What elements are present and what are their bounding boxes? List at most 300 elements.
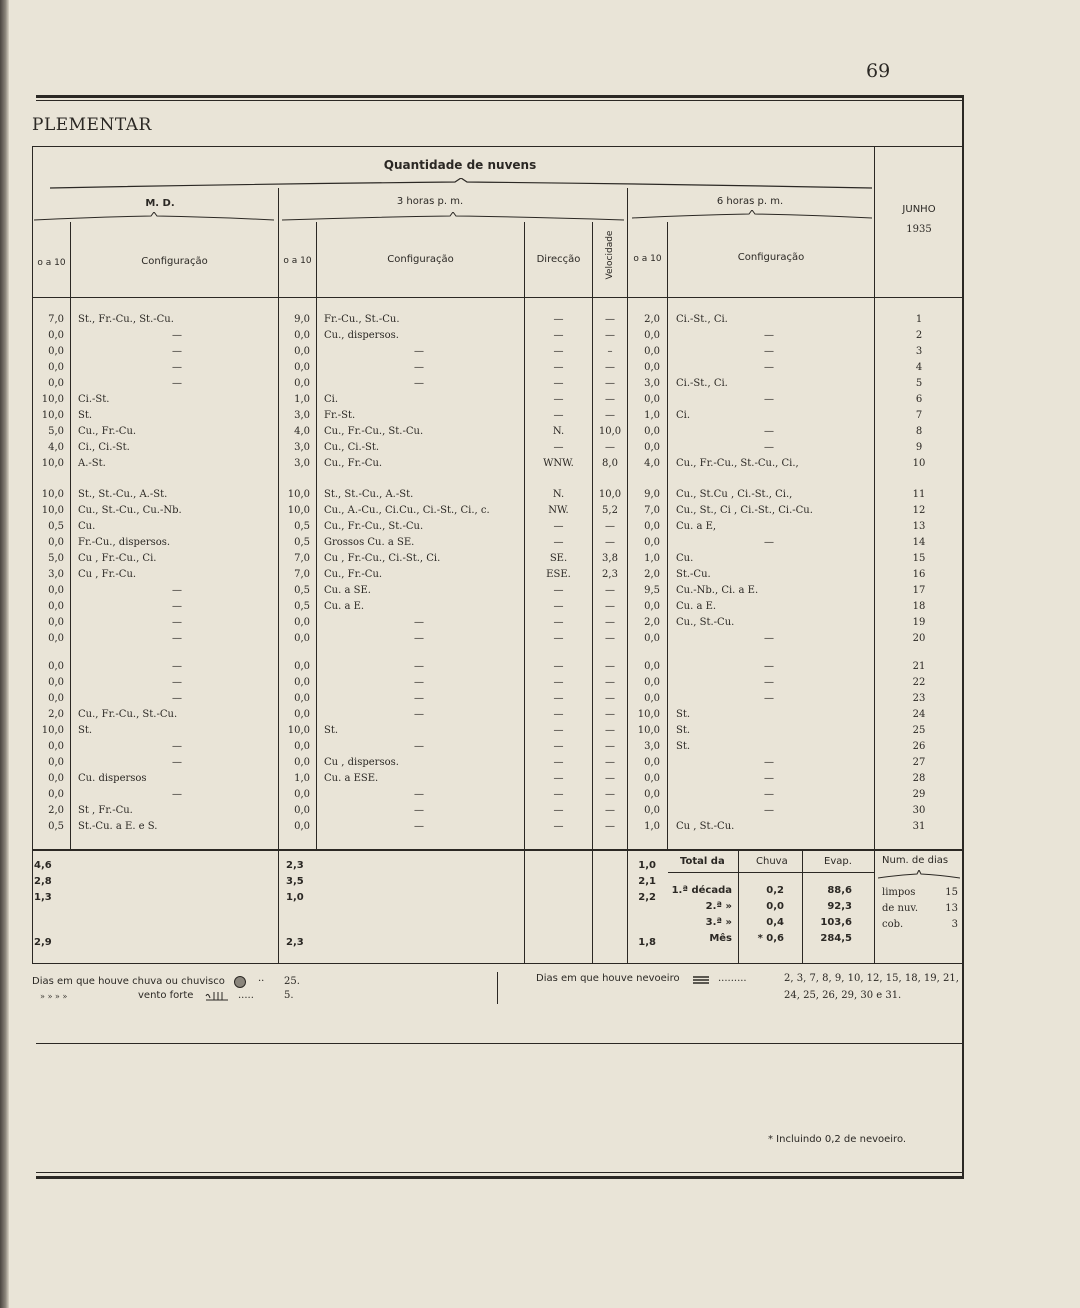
h6-config: Cu. a E. xyxy=(676,601,717,612)
md-config: Cu. xyxy=(78,521,96,532)
num-dias-value: 15 xyxy=(945,887,958,898)
section-md: M. D. xyxy=(145,198,175,209)
footer-nevoeiro-label: Dias em que houve nevoeiro xyxy=(536,973,680,984)
h3-value: 0,0 xyxy=(294,617,310,628)
h3-config: Cu., dispersos. xyxy=(324,330,399,341)
velocity: 10,0 xyxy=(598,426,622,437)
direction: — xyxy=(553,661,564,672)
h6-value: 3,0 xyxy=(644,741,660,752)
summary-top-line xyxy=(32,849,962,851)
direction: — xyxy=(553,537,564,548)
chuva-value: 0,0 xyxy=(766,901,784,912)
h6-value: 3,0 xyxy=(644,378,660,389)
h3-config: — xyxy=(414,693,424,704)
velocity: — xyxy=(605,585,615,596)
col-line xyxy=(627,188,628,963)
col-oa10-3h: o a 10 xyxy=(283,256,312,266)
velocity: — xyxy=(605,661,615,672)
direction: — xyxy=(553,362,564,373)
direction: — xyxy=(553,709,564,720)
num-dias-label: de nuv. xyxy=(882,903,919,914)
md-value: 0,0 xyxy=(48,585,64,596)
day-number: 11 xyxy=(912,489,926,500)
col-oa10-md: o a 10 xyxy=(37,258,66,268)
summary-h3-value: 3,5 xyxy=(286,876,304,887)
md-value: 10,0 xyxy=(41,410,64,421)
velocity: — xyxy=(605,789,615,800)
md-value: 2,0 xyxy=(48,709,64,720)
evap-value: 88,6 xyxy=(827,885,852,896)
h3-config: — xyxy=(414,378,424,389)
day-number: 29 xyxy=(912,789,926,800)
h6-value: 1,0 xyxy=(644,821,660,832)
direction: NW. xyxy=(548,505,569,516)
day-number: 16 xyxy=(912,569,926,580)
footer-vento-label: vento forte xyxy=(138,990,194,1001)
h6-value: 0,0 xyxy=(644,426,660,437)
velocity: 2,3 xyxy=(602,569,618,580)
velocity: — xyxy=(605,805,615,816)
h6-value: 0,0 xyxy=(644,633,660,644)
md-value: 3,0 xyxy=(48,569,64,580)
h6-value: 0,0 xyxy=(644,601,660,612)
summary-md-value: 1,3 xyxy=(34,892,52,903)
day-number: 24 xyxy=(912,709,926,720)
direction: SE. xyxy=(549,553,568,564)
h3-value: 4,0 xyxy=(294,426,310,437)
md-config: Cu. dispersos xyxy=(78,773,147,784)
velocity: – xyxy=(607,346,613,357)
h6-value: 2,0 xyxy=(644,617,660,628)
md-value: 0,0 xyxy=(48,362,64,373)
md-config: — xyxy=(172,378,182,389)
h6-value: 7,0 xyxy=(644,505,660,516)
day-number: 19 xyxy=(912,617,926,628)
velocity: — xyxy=(605,821,615,832)
direction: — xyxy=(553,677,564,688)
h3-value: 0,0 xyxy=(294,757,310,768)
md-config: — xyxy=(172,677,182,688)
velocity: 8,0 xyxy=(602,458,618,469)
h3-value: 0,0 xyxy=(294,633,310,644)
footer-vento-value: 5. xyxy=(284,990,294,1001)
month-label: JUNHO xyxy=(902,204,936,215)
num-dias-value: 13 xyxy=(945,903,958,914)
h6-config: Ci.-St., Ci. xyxy=(676,314,728,325)
day-number: 13 xyxy=(912,521,926,532)
h3-value: 1,0 xyxy=(294,394,310,405)
h6-value: 2,0 xyxy=(644,569,660,580)
velocity: 10,0 xyxy=(598,489,622,500)
day-number: 7 xyxy=(915,410,923,421)
evap-value: 103,6 xyxy=(820,917,852,928)
mid-rule xyxy=(36,1043,964,1044)
direction: — xyxy=(553,521,564,532)
h6-config: — xyxy=(764,773,774,784)
direction: — xyxy=(553,346,564,357)
h6-value: 0,0 xyxy=(644,537,660,548)
decade-label: Mês xyxy=(709,933,732,944)
decade-label: 3.ª » xyxy=(705,917,732,928)
summary-h3-value: 2,3 xyxy=(286,937,304,948)
h6-value: 10,0 xyxy=(637,709,660,720)
h3-config: St., St.-Cu., A.-St. xyxy=(324,489,414,500)
velocity: — xyxy=(605,378,615,389)
h6-config: — xyxy=(764,789,774,800)
summary-col-line xyxy=(738,851,739,963)
h3-config: — xyxy=(414,677,424,688)
col-config-3h: Configuração xyxy=(387,254,454,265)
h6-value: 0,0 xyxy=(644,330,660,341)
h6-config: — xyxy=(764,362,774,373)
md-value: 5,0 xyxy=(48,426,64,437)
h6-config: — xyxy=(764,537,774,548)
direction: — xyxy=(553,741,564,752)
h3-value: 10,0 xyxy=(287,505,310,516)
velocity: — xyxy=(605,314,615,325)
h3-value: 0,0 xyxy=(294,805,310,816)
day-number: 22 xyxy=(912,677,926,688)
h3-config: Cu , dispersos. xyxy=(324,757,399,768)
md-value: 4,0 xyxy=(48,442,64,453)
h3-value: 0,5 xyxy=(294,585,310,596)
md-config: Ci., Ci.-St. xyxy=(78,442,130,453)
h3-config: — xyxy=(414,805,424,816)
footer-nevoeiro-line1: 2, 3, 7, 8, 9, 10, 12, 15, 18, 19, 21, xyxy=(784,973,959,984)
h3-config: — xyxy=(414,362,424,373)
h3-value: 0,0 xyxy=(294,741,310,752)
h3-value: 7,0 xyxy=(294,569,310,580)
day-number: 8 xyxy=(915,426,923,437)
md-value: 0,0 xyxy=(48,693,64,704)
h3-config: Cu , Fr.-Cu., Ci.-St., Ci. xyxy=(324,553,441,564)
h3-value: 0,0 xyxy=(294,677,310,688)
md-value: 10,0 xyxy=(41,458,64,469)
h6-value: 0,0 xyxy=(644,442,660,453)
md-value: 0,0 xyxy=(48,677,64,688)
direction: — xyxy=(553,330,564,341)
md-config: — xyxy=(172,617,182,628)
direction: — xyxy=(553,617,564,628)
day-number: 21 xyxy=(912,661,926,672)
h6-value: 4,0 xyxy=(644,458,660,469)
evap-header: Evap. xyxy=(824,856,852,867)
md-config: — xyxy=(172,693,182,704)
h3-config: Cu., Fr.-Cu., St.-Cu. xyxy=(324,521,424,532)
chuva-header: Chuva xyxy=(756,856,788,867)
top-rule-thin xyxy=(36,100,964,101)
h6-config: — xyxy=(764,442,774,453)
wind-symbol-icon xyxy=(204,988,234,1005)
group-brace xyxy=(50,178,872,190)
decade-label: 2.ª » xyxy=(705,901,732,912)
h6-config: — xyxy=(764,661,774,672)
h3-config: Ci. xyxy=(324,394,339,405)
velocity: — xyxy=(605,741,615,752)
day-number: 15 xyxy=(912,553,926,564)
direction: — xyxy=(553,789,564,800)
decade-label: 1.ª década xyxy=(671,885,732,896)
velocity: — xyxy=(605,709,615,720)
md-value: 0,0 xyxy=(48,661,64,672)
md-value: 0,5 xyxy=(48,521,64,532)
direction: N. xyxy=(552,489,565,500)
md-config: St., Fr.-Cu., St.-Cu. xyxy=(78,314,174,325)
h3-config: Cu. a SE. xyxy=(324,585,371,596)
summary-h6-value: 2,1 xyxy=(638,876,656,887)
velocity: — xyxy=(605,410,615,421)
chuva-value: * 0,6 xyxy=(757,933,784,944)
direction: — xyxy=(553,757,564,768)
md-value: 5,0 xyxy=(48,553,64,564)
velocity: — xyxy=(605,537,615,548)
direction: — xyxy=(553,773,564,784)
h3-config: Fr.-Cu., St.-Cu. xyxy=(324,314,400,325)
h3-config: Cu., Fr.-Cu., St.-Cu. xyxy=(324,426,424,437)
h3-config: Cu., A.-Cu., Ci.Cu., Ci.-St., Ci., c. xyxy=(324,505,490,516)
fog-symbol-icon xyxy=(692,973,710,988)
page-number: 69 xyxy=(866,60,891,82)
num-dias-label: limpos xyxy=(882,887,916,898)
footer-divider xyxy=(497,972,498,1004)
footer-chuva-value: 25. xyxy=(284,976,300,987)
h3-value: 0,0 xyxy=(294,330,310,341)
md-config: Cu., Fr.-Cu. xyxy=(78,426,137,437)
md-config: A.-St. xyxy=(78,458,106,469)
h6-config: St. xyxy=(676,725,691,736)
day-number: 14 xyxy=(912,537,926,548)
summary-h6-value: 2,2 xyxy=(638,892,656,903)
day-number: 3 xyxy=(915,346,923,357)
direction: — xyxy=(553,394,564,405)
velocity: — xyxy=(605,521,615,532)
md-value: 0,5 xyxy=(48,821,64,832)
h3-config: Cu., Fr.-Cu. xyxy=(324,569,383,580)
day-number: 18 xyxy=(912,601,926,612)
direction: — xyxy=(553,725,564,736)
h3-value: 3,0 xyxy=(294,442,310,453)
num-dias-label: cob. xyxy=(882,919,904,930)
h3-config: — xyxy=(414,346,424,357)
h6-value: 1,0 xyxy=(644,410,660,421)
h3-config: Cu. a E. xyxy=(324,601,365,612)
h3-config: Cu., Ci.-St. xyxy=(324,442,380,453)
h3-config: — xyxy=(414,633,424,644)
direction: N. xyxy=(552,426,565,437)
section-3h: 3 horas p. m. xyxy=(396,196,464,207)
md-config: — xyxy=(172,330,182,341)
h3-value: 9,0 xyxy=(294,314,310,325)
md-value: 0,0 xyxy=(48,378,64,389)
summary-col-line xyxy=(802,851,803,963)
day-number: 17 xyxy=(912,585,926,596)
h3-value: 10,0 xyxy=(287,725,310,736)
h6-value: 0,0 xyxy=(644,346,660,357)
h3-value: 0,0 xyxy=(294,661,310,672)
h6-config: — xyxy=(764,346,774,357)
day-number: 4 xyxy=(915,362,923,373)
h3-config: — xyxy=(414,661,424,672)
md-config: — xyxy=(172,362,182,373)
col-config-md: Configuração xyxy=(141,256,208,267)
h6-config: Cu., St.Cu , Ci.-St., Ci., xyxy=(676,489,793,500)
chuva-value: 0,4 xyxy=(766,917,784,928)
h6-config: Cu.-Nb., Ci. a E. xyxy=(676,585,759,596)
right-rule xyxy=(962,95,964,1178)
col-velocidade: Velocidade xyxy=(605,230,615,280)
md-config: — xyxy=(172,661,182,672)
summary-md-value: 2,8 xyxy=(34,876,52,887)
velocity: — xyxy=(605,693,615,704)
velocity: — xyxy=(605,394,615,405)
day-number: 27 xyxy=(912,757,926,768)
h3-value: 0,0 xyxy=(294,821,310,832)
h3-value: 0,0 xyxy=(294,362,310,373)
summary-h3-value: 2,3 xyxy=(286,860,304,871)
md-config: — xyxy=(172,633,182,644)
day-number: 23 xyxy=(912,693,926,704)
col-config-6h: Configuração xyxy=(737,252,805,263)
month-col-line xyxy=(874,146,875,964)
h3-config: — xyxy=(414,789,424,800)
day-number: 9 xyxy=(915,442,923,453)
h3-value: 7,0 xyxy=(294,553,310,564)
h6-value: 9,0 xyxy=(644,489,660,500)
page-heading: PLEMENTAR xyxy=(32,115,152,135)
md-value: 0,0 xyxy=(48,601,64,612)
md-config: — xyxy=(172,741,182,752)
h6-config: — xyxy=(764,426,774,437)
header-bottom-line xyxy=(32,297,962,298)
h3-value: 0,0 xyxy=(294,378,310,389)
day-number: 26 xyxy=(912,741,926,752)
md-config: Cu , Fr.-Cu. xyxy=(78,569,137,580)
h6-config: — xyxy=(764,633,774,644)
day-number: 30 xyxy=(912,805,926,816)
h3-value: 0,0 xyxy=(294,346,310,357)
h3-config: St. xyxy=(324,725,339,736)
num-dias-header: Num. de dias xyxy=(882,855,949,866)
col-line xyxy=(278,188,279,963)
h3-config: — xyxy=(414,821,424,832)
brace-6h xyxy=(632,210,872,220)
md-value: 2,0 xyxy=(48,805,64,816)
page-edge xyxy=(0,0,9,1308)
md-value: 0,0 xyxy=(48,346,64,357)
day-number: 2 xyxy=(915,330,923,341)
h6-value: 0,0 xyxy=(644,677,660,688)
footnote: * Incluindo 0,2 de nevoeiro. xyxy=(768,1134,907,1145)
summary-h6-value: 1,8 xyxy=(638,937,656,948)
day-number: 28 xyxy=(912,773,926,784)
total-header: Total da xyxy=(680,856,725,867)
day-number: 5 xyxy=(915,378,923,389)
evap-value: 284,5 xyxy=(820,933,852,944)
md-config: — xyxy=(172,601,182,612)
velocity: — xyxy=(605,677,615,688)
table-top-line xyxy=(32,146,962,147)
h6-value: 0,0 xyxy=(644,693,660,704)
direction: — xyxy=(553,410,564,421)
col-line xyxy=(70,222,71,850)
velocity: 3,8 xyxy=(602,553,618,564)
num-dias-brace xyxy=(878,870,960,880)
h6-config: Cu., St., Ci , Ci.-St., Ci.-Cu. xyxy=(676,505,813,516)
summary-md-value: 4,6 xyxy=(34,860,52,871)
direction: — xyxy=(553,693,564,704)
day-number: 25 xyxy=(912,725,926,736)
section-6h: 6 horas p. m. xyxy=(716,196,784,207)
direction: — xyxy=(553,378,564,389)
md-config: St.-Cu. a E. e S. xyxy=(78,821,158,832)
velocity: — xyxy=(605,617,615,628)
h3-value: 3,0 xyxy=(294,410,310,421)
md-config: St , Fr.-Cu. xyxy=(78,805,133,816)
h6-value: 0,0 xyxy=(644,757,660,768)
md-config: St. xyxy=(78,410,93,421)
md-value: 0,0 xyxy=(48,330,64,341)
col-line xyxy=(667,222,668,850)
md-value: 0,0 xyxy=(48,789,64,800)
footer-nevoeiro-line2: 24, 25, 26, 29, 30 e 31. xyxy=(784,990,902,1001)
md-config: — xyxy=(172,585,182,596)
md-config: Fr.-Cu., dispersos. xyxy=(78,537,171,548)
summary-md-value: 2,9 xyxy=(34,937,52,948)
col-oa10-6h: o a 10 xyxy=(633,254,662,264)
md-value: 0,0 xyxy=(48,741,64,752)
h3-config: Fr.-St. xyxy=(324,410,356,421)
velocity: — xyxy=(605,601,615,612)
direction: — xyxy=(553,601,564,612)
h6-config: — xyxy=(764,677,774,688)
h6-value: 0,0 xyxy=(644,789,660,800)
bottom-rule xyxy=(36,1176,964,1179)
h6-config: St. xyxy=(676,709,691,720)
direction: ESE. xyxy=(546,569,571,580)
h3-config: — xyxy=(414,617,424,628)
h6-config: Cu. xyxy=(676,553,694,564)
h6-value: 0,0 xyxy=(644,521,660,532)
day-number: 31 xyxy=(912,821,926,832)
day-number: 10 xyxy=(912,458,926,469)
brace-md xyxy=(34,212,274,222)
md-config: Ci.-St. xyxy=(78,394,110,405)
h3-value: 3,0 xyxy=(294,458,310,469)
col-direccao: Direcção xyxy=(536,254,581,265)
h6-config: — xyxy=(764,693,774,704)
md-value: 0,0 xyxy=(48,633,64,644)
direction: WNW. xyxy=(543,458,574,469)
velocity: — xyxy=(605,633,615,644)
h6-config: Ci. xyxy=(676,410,691,421)
md-value: 0,0 xyxy=(48,537,64,548)
h6-config: — xyxy=(764,330,774,341)
direction: — xyxy=(553,314,564,325)
footer-vento-prefix: » » » » xyxy=(40,992,68,1001)
velocity: 5,2 xyxy=(602,505,618,516)
md-value: 0,0 xyxy=(48,617,64,628)
md-config: Cu., St.-Cu., Cu.-Nb. xyxy=(78,505,182,516)
summary-h6-value: 1,0 xyxy=(638,860,656,871)
num-dias-value: 3 xyxy=(951,919,958,930)
h6-config: Cu , St.-Cu. xyxy=(676,821,735,832)
h6-value: 0,0 xyxy=(644,394,660,405)
h6-value: 10,0 xyxy=(637,725,660,736)
h3-config: — xyxy=(414,741,424,752)
h6-value: 0,0 xyxy=(644,773,660,784)
h3-config: — xyxy=(414,709,424,720)
day-number: 6 xyxy=(915,394,923,405)
